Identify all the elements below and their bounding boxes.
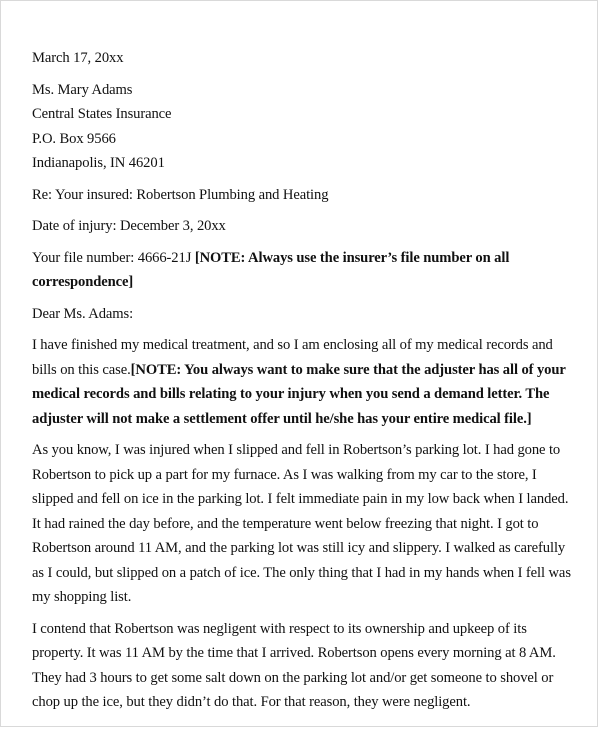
recipient-address-block — [32, 78, 572, 176]
file-number — [32, 246, 572, 295]
letter-date: March 17, 20xx — [32, 50, 124, 66]
letter-body — [32, 46, 572, 715]
recipient-company: Central States Insurance — [32, 106, 172, 122]
salutation: Dear Ms. Adams: — [32, 305, 134, 322]
recipient-address-line1: P.O. Box 9566 — [32, 130, 116, 147]
injury-date: Date of injury: December 3, 20xx — [32, 218, 226, 234]
recipient-name: Ms. Mary Adams — [32, 81, 133, 98]
paragraph-negligence: I contend that Robertson was negligent with respect to its ownership and upkeep of its property. It was 11 AM by the time that I arrived. Robertson opens every morning at 8 AM. They had 3 hours to get some salt down on the parking lot and/or get someone to shovel or chop up the ice, but they didn’t do that. For that reason, they were negligent. — [32, 620, 556, 710]
paragraph-medical-note: [NOTE: You always want to make sure that the adjuster has all of your medical records and bills relating to your injury when you send a demand letter. The adjuster will not make a settlement offer until he/she has your entire medical file.] — [32, 361, 566, 427]
paragraph-injury-account: As you know, I was injured when I slipped and fell in Robertson’s parking lot. I had gone to Robertson to pick up a part for my furnace. As I was walking from my car to the store, I slipped and fell on ice in the parking lot. I felt immediate pain in my low back when I landed. It had rained the day before, and the temperature went below freezing that night. I got to Robertson around 11 AM, and the parking lot was still icy and slippery. I walked as carefully as I could, but slipped on a patch of ice. The only thing that I had in my hands when I fell was my shopping list. — [32, 442, 571, 605]
re-line: Re: Your insured: Robertson Plumbing and Heating — [32, 186, 329, 203]
recipient-address-line2: Indianapolis, IN 46201 — [32, 155, 165, 171]
file-number-text: Your file number: 4666-21J — [32, 249, 195, 266]
paragraph-medical-treatment — [32, 333, 572, 431]
paragraph-medical-text: I have finished my medical treatment, and so I am enclosing all of my medical records and bills on this case. — [32, 337, 553, 378]
file-number-note: [NOTE: Always use the insurer’s file number on all correspondence] — [32, 249, 510, 290]
